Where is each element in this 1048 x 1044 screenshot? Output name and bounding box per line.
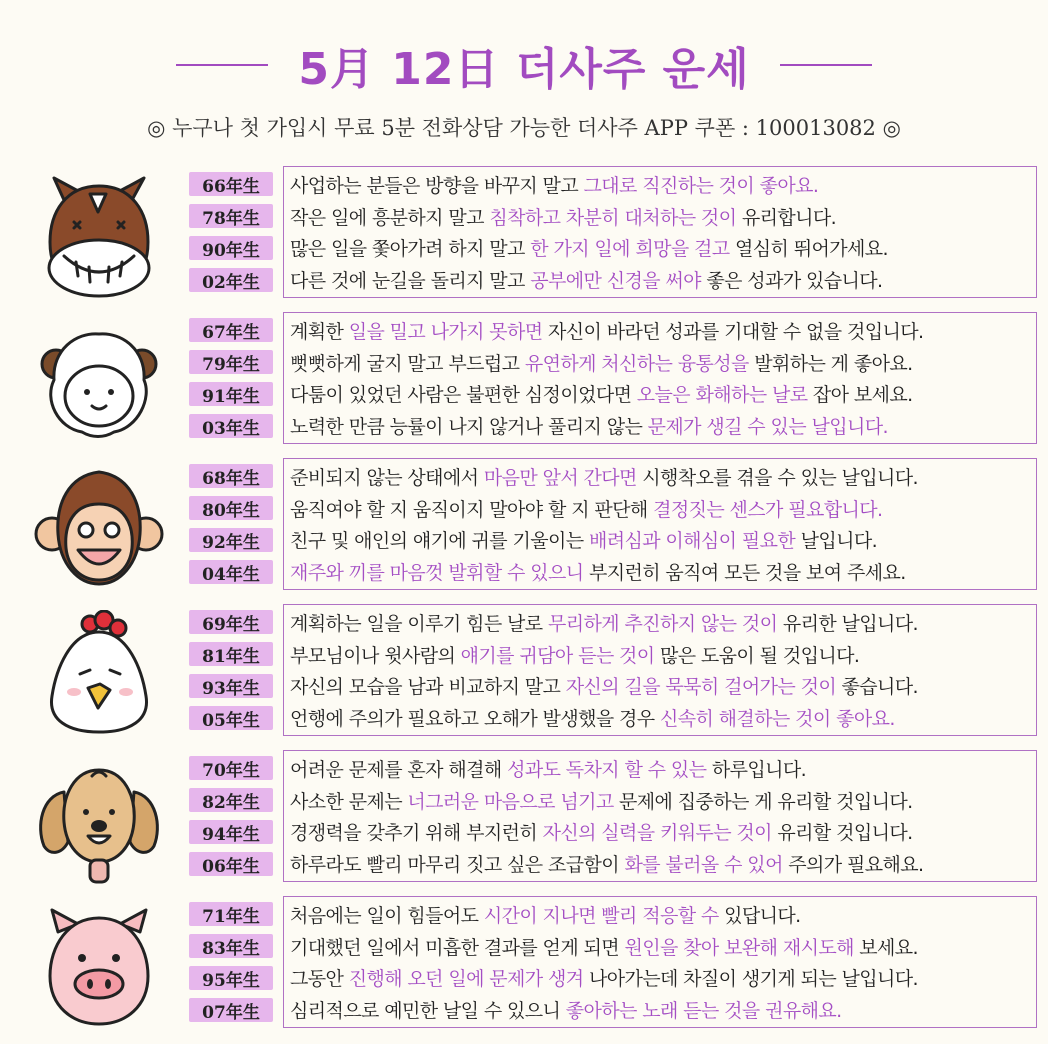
fortune-line (290, 850, 1036, 882)
birth-year-list (189, 610, 273, 738)
fortune-text: 주의가 필요해요. (782, 853, 924, 876)
fortune-line (290, 234, 1036, 266)
fortune-highlight: 일을 밀고 나가지 못하면 (348, 321, 543, 343)
monkey-icon (34, 464, 164, 592)
fortune-line (290, 641, 1036, 673)
fortune-group (0, 458, 1048, 590)
fortune-line (290, 787, 1036, 819)
fortune-text: 유리합니다. (736, 206, 837, 229)
fortune-highlight: 결정짓는 센스가 필요합니다. (653, 498, 883, 521)
fortune-highlight: 배려심과 이해심이 필요한 (588, 530, 796, 552)
fortune-text: 계획한 (290, 321, 349, 343)
fortune-highlight: 원인을 찾아 보완해 재시도해 (624, 936, 854, 959)
pig-icon (34, 902, 164, 1030)
fortune-text: 잡아 보세요. (807, 384, 913, 406)
fortune-line (290, 609, 1036, 641)
birth-year-list (189, 172, 273, 300)
birth-year-list (189, 756, 273, 884)
fortune-highlight: 신속히 해결하는 것이 좋아요. (659, 707, 895, 730)
fortune-text: 기대했던 일에서 미흡한 결과를 얻게 되면 (290, 936, 625, 959)
fortune-line (290, 171, 1036, 203)
fortune-line (290, 818, 1036, 850)
fortune-highlight: 좋아하는 노래 듣는 것을 권유해요. (565, 999, 842, 1022)
fortune-text: 계획하는 일을 이루기 힘든 날로 (290, 613, 549, 635)
fortune-highlight: 자신의 실력을 키워두는 것이 (542, 822, 772, 844)
fortune-line (290, 349, 1036, 381)
fortune-line (290, 463, 1036, 495)
fortune-text: 유리할 것입니다. (771, 822, 913, 844)
fortune-text: 노력한 만큼 능률이 나지 않거나 풀리지 않는 (290, 415, 648, 438)
fortune-line (290, 317, 1036, 349)
fortune-text: 부모님이나 윗사람의 (290, 644, 461, 667)
fortune-group (0, 166, 1048, 298)
fortune-text-box (283, 604, 1037, 736)
birth-year-badge: 07年生 (189, 998, 273, 1022)
birth-year-badge: 93年生 (189, 674, 273, 698)
fortune-line (290, 266, 1036, 298)
fortune-group (0, 604, 1048, 736)
fortune-text: 좋습니다. (836, 676, 918, 698)
fortune-text: 그동안 (290, 968, 349, 990)
fortune-highlight: 유연하게 처신하는 융통성을 (524, 352, 749, 375)
fortune-text: 날입니다. (795, 530, 878, 552)
fortune-text: 사소한 문제는 (290, 790, 408, 813)
birth-year-badge: 83年生 (189, 934, 273, 958)
fortune-text: 작은 일에 흥분하지 말고 (290, 206, 490, 229)
title-line-right (780, 64, 872, 66)
fortune-text: 많은 도움이 될 것입니다. (654, 644, 860, 667)
birth-year-badge: 90年生 (189, 236, 273, 260)
birth-year-badge: 78年生 (189, 204, 273, 228)
fortune-line (290, 901, 1036, 933)
fortune-highlight: 문제가 생길 수 있는 날입니다. (647, 415, 888, 438)
fortune-highlight: 자신의 길을 묵묵히 걸어가는 것이 (565, 676, 837, 698)
fortune-line (290, 380, 1036, 412)
fortune-text: 경쟁력을 갖추기 위해 부지런히 (290, 822, 543, 844)
birth-year-badge: 03年生 (189, 414, 273, 438)
fortune-highlight: 시간이 지나면 빨리 적응할 수 (483, 905, 719, 927)
fortune-line (290, 412, 1036, 444)
birth-year-badge: 71年生 (189, 902, 273, 926)
fortune-line (290, 755, 1036, 787)
birth-year-badge: 69年生 (189, 610, 273, 634)
fortune-highlight: 너그러운 마음으로 넘기고 (407, 790, 614, 813)
fortune-group (0, 750, 1048, 882)
birth-year-badge: 67年生 (189, 318, 273, 342)
birth-year-list (189, 318, 273, 446)
fortune-line (290, 704, 1036, 736)
fortune-text: 친구 및 애인의 얘기에 귀를 기울이는 (290, 530, 589, 552)
fortune-line (290, 203, 1036, 235)
fortune-highlight: 성과도 독차지 할 수 있는 (507, 759, 707, 781)
fortune-text-box (283, 166, 1037, 298)
birth-year-badge: 82年生 (189, 788, 273, 812)
birth-year-badge: 80年生 (189, 496, 273, 520)
fortune-text: 자신이 바라던 성과를 기대할 수 없을 것입니다. (542, 321, 924, 343)
birth-year-badge: 02年生 (189, 268, 273, 292)
fortune-text: 좋은 성과가 있습니다. (700, 269, 883, 292)
dog-icon (34, 756, 164, 884)
birth-year-badge: 92年生 (189, 528, 273, 552)
fortune-highlight: 오늘은 화해하는 날로 (636, 384, 808, 406)
fortune-text: 열심히 뛰어가세요. (729, 238, 888, 260)
birth-year-badge: 04年生 (189, 560, 273, 584)
fortune-text: 준비되지 않는 상태에서 (290, 467, 484, 489)
fortune-text: 처음에는 일이 힘들어도 (290, 905, 484, 927)
birth-year-badge: 79年生 (189, 350, 273, 374)
fortune-text: 자신의 모습을 남과 비교하지 말고 (290, 676, 566, 698)
fortune-text-box (283, 896, 1037, 1028)
fortune-text-box (283, 312, 1037, 444)
fortune-highlight: 무리하게 추진하지 않는 것이 (548, 613, 778, 635)
fortune-highlight: 얘기를 귀담아 듣는 것이 (460, 644, 655, 667)
birth-year-badge: 70年生 (189, 756, 273, 780)
fortune-text: 하루입니다. (706, 759, 807, 781)
fortune-group (0, 312, 1048, 444)
birth-year-badge: 06年生 (189, 852, 273, 876)
fortune-text: 있답니다. (718, 905, 801, 927)
rooster-icon (34, 610, 164, 738)
fortune-line (290, 558, 1036, 590)
fortune-text: 언행에 주의가 필요하고 오해가 발생했을 경우 (290, 707, 660, 730)
fortune-highlight: 마음만 앞서 간다면 (483, 467, 637, 489)
fortune-group (0, 896, 1048, 1028)
fortune-text: 유리한 날입니다. (777, 613, 918, 635)
sheep-icon (34, 318, 164, 446)
fortune-text: 많은 일을 쫓아가려 하지 말고 (290, 238, 531, 260)
fortune-text: 부지런히 움직여 모든 것을 보여 주세요. (583, 561, 906, 584)
birth-year-badge: 81年生 (189, 642, 273, 666)
fortune-text: 움직여야 할 지 움직이지 말아야 할 지 판단해 (290, 498, 654, 521)
title-line-left (176, 64, 268, 66)
header (0, 30, 1048, 100)
fortune-text: 어려운 문제를 혼자 해결해 (290, 759, 508, 781)
birth-year-list (189, 464, 273, 592)
fortune-highlight: 재주와 끼를 마음껏 발휘할 수 있으니 (290, 561, 584, 584)
fortune-text-box (283, 750, 1037, 882)
fortune-text: 하루라도 빨리 마무리 짓고 싶은 조급함이 (290, 853, 625, 876)
coupon-notice: ◎ 누구나 첫 가입시 무료 5분 전화상담 가능한 더사주 APP 쿠폰 : 100013082 ◎ (147, 116, 901, 140)
fortune-highlight: 한 가지 일에 희망을 걸고 (530, 238, 730, 260)
page-title: 5月 12日 더사주 운세 (298, 44, 750, 95)
fortune-text: 발휘하는 게 좋아요. (748, 352, 913, 375)
birth-year-badge: 91年生 (189, 382, 273, 406)
fortune-text: 다툼이 있었던 사람은 불편한 심정이었다면 (290, 384, 637, 406)
fortune-highlight: 진행해 오던 일에 문제가 생겨 (348, 968, 584, 990)
fortune-text: 문제에 집중하는 게 유리할 것입니다. (613, 790, 913, 813)
fortune-text: 다른 것에 눈길을 돌리지 말고 (290, 269, 531, 292)
fortune-highlight: 침착하고 차분히 대처하는 것이 (489, 206, 737, 229)
fortune-text: 나아가는데 차질이 생기게 되는 날입니다. (583, 968, 918, 990)
fortune-highlight: 공부에만 신경을 써야 (530, 269, 701, 292)
fortune-highlight: 화를 불러올 수 있어 (624, 853, 783, 876)
birth-year-list (189, 902, 273, 1030)
birth-year-badge: 68年生 (189, 464, 273, 488)
fortune-line (290, 996, 1036, 1028)
fortune-line (290, 672, 1036, 704)
fortune-text: 시행착오를 겪을 수 있는 날입니다. (636, 467, 918, 489)
fortune-line (290, 526, 1036, 558)
horse-icon (34, 172, 164, 300)
fortune-highlight: 그대로 직진하는 것이 좋아요. (583, 175, 819, 197)
fortune-line (290, 964, 1036, 996)
birth-year-badge: 94年生 (189, 820, 273, 844)
fortune-line (290, 495, 1036, 527)
birth-year-badge: 95年生 (189, 966, 273, 990)
fortune-text: 보세요. (853, 936, 918, 959)
fortune-text: 뻣뻣하게 굴지 말고 부드럽고 (290, 352, 525, 375)
fortune-line (290, 933, 1036, 965)
fortune-text-box (283, 458, 1037, 590)
birth-year-badge: 66年生 (189, 172, 273, 196)
fortune-text: 사업하는 분들은 방향을 바꾸지 말고 (290, 175, 584, 197)
fortune-text: 심리적으로 예민한 날일 수 있으니 (290, 999, 566, 1022)
birth-year-badge: 05年生 (189, 706, 273, 730)
